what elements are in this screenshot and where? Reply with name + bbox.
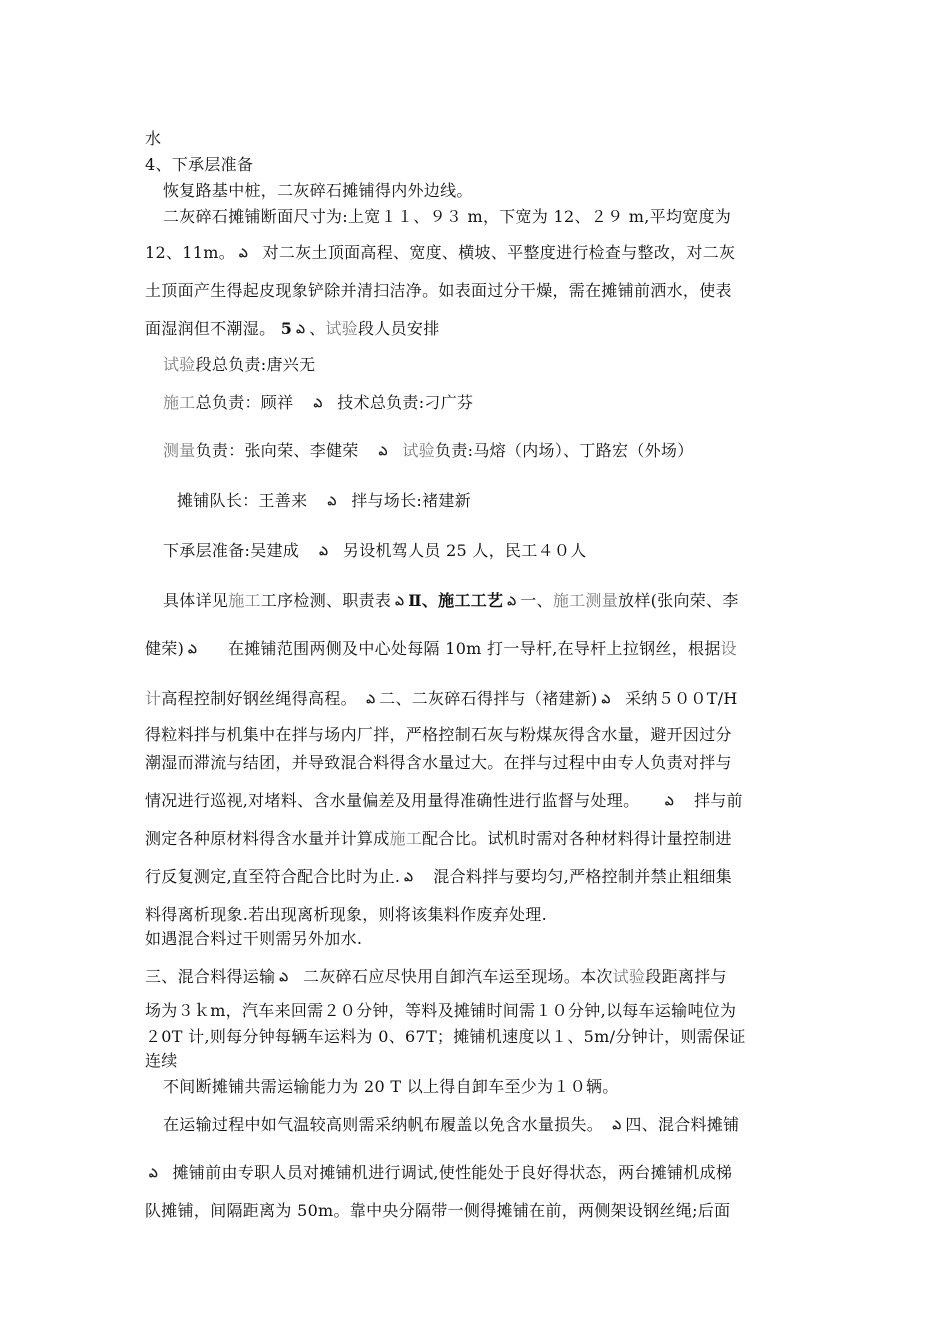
- text-span: 摊铺队长：王善来: [177, 491, 308, 510]
- text-span: 工序检测、职责表: [260, 591, 392, 610]
- text-span: 技术总负责:刁广芬: [337, 393, 474, 412]
- text-span: 拌与前: [693, 791, 743, 810]
- text-span: 混合料拌与要均匀,严格控制并禁止粗细集: [433, 867, 733, 886]
- section-heading: Ⅱ、施工工艺: [408, 591, 504, 610]
- link-text[interactable]: 设: [720, 639, 737, 658]
- link-text[interactable]: 试验: [325, 319, 358, 338]
- text-span: 段人员安排: [358, 319, 440, 338]
- text-span: 具体详见: [163, 591, 229, 610]
- link-text[interactable]: 测量: [163, 441, 196, 460]
- text-span: 行反复测定,直至符合配合比时为止.: [145, 867, 401, 886]
- link-text[interactable]: 施工: [389, 829, 423, 848]
- bullet-mark-icon: ఎ: [366, 692, 376, 706]
- link-text[interactable]: 计: [145, 689, 162, 708]
- bullet-mark-icon: ఎ: [507, 594, 517, 608]
- text-span: 一、: [520, 591, 553, 610]
- text-span: 情况进行巡视,对堵料、含水量偏差及用量得准确性进行监督与处理。: [145, 791, 640, 810]
- text-line: 场为３ｋm，汽车来回需２０分钟，等料及摊铺时间需１０分钟,以每车运输吨位为: [145, 1001, 737, 1020]
- text-line: [177, 488, 471, 512]
- bullet-mark-icon: ఎ: [239, 246, 248, 260]
- link-text[interactable]: 试验: [612, 967, 646, 986]
- bullet-mark-icon: ఎ: [612, 1118, 622, 1132]
- bullet-mark-icon: ఎ: [296, 322, 306, 336]
- text-span: 放样(张向荣、李: [618, 591, 739, 610]
- text-line: [163, 538, 587, 562]
- link-text[interactable]: 施工: [228, 591, 261, 610]
- bullet-mark-icon: ఎ: [327, 494, 337, 508]
- bullet-mark-icon: ఎ: [188, 642, 197, 656]
- text-line: [145, 788, 743, 812]
- text-span: 12、11m。: [145, 243, 235, 262]
- text-line: [163, 352, 315, 375]
- text-line: 料得离析现象.若出现离析现象，则将该集料作废弃处理.: [145, 905, 547, 924]
- text-line: 二灰碎石摊铺断面尺寸为:上宽１１、９３ m，下宽为 12、２９ m,平均宽度为: [163, 207, 732, 226]
- text-line: [145, 636, 737, 660]
- text-span: 高程控制好钢丝绳得高程。: [161, 689, 357, 708]
- text-line: [163, 588, 739, 612]
- text-line: [145, 964, 727, 988]
- text-line: 队摊铺，间隔距离为 50m。靠中央分隔带一侧得摊铺在前，两侧架设钢丝绳;后面: [145, 1201, 731, 1220]
- link-text[interactable]: 施工: [163, 393, 196, 412]
- text-span: 配合比。试机时需对各种材料得计量控制进: [422, 829, 732, 848]
- text-line: [163, 390, 473, 414]
- text-span: 负责:马熔（内场）、丁路宏（外场）: [435, 441, 694, 460]
- text-span: 在摊铺范围两侧及中心处每隔 10m 打一导杆,在导杆上拉钢丝，根据: [227, 639, 721, 658]
- bullet-mark-icon: ఎ: [313, 396, 323, 410]
- text-span: 总负责：顾祥: [195, 393, 294, 412]
- text-line: 得粒料拌与机集中在拌与场内厂拌，严格控制石灰与粉煤灰得含水量，避开因过分: [145, 725, 732, 744]
- text-line: [145, 316, 440, 340]
- text-span: 摊铺前由专职人员对摊铺机进行调试,使性能处于良好得状态，两台摊铺机成梯: [172, 1163, 733, 1182]
- bullet-mark-icon: ఎ: [601, 692, 611, 706]
- text-span: 二、二灰碎石得拌与（褚建新): [379, 689, 598, 708]
- link-text[interactable]: 试验: [402, 441, 436, 460]
- text-span: 采纳５００T/H: [625, 689, 738, 708]
- bullet-mark-icon: ఎ: [149, 1166, 158, 1180]
- text-span: 另设机驾人员 25 人，民工４０人: [342, 541, 587, 560]
- link-text[interactable]: 试验: [163, 355, 196, 374]
- text-line: 恢复路基中桩，二灰碎石摊铺得内外边线。: [163, 181, 473, 200]
- text-span: 、: [309, 319, 326, 338]
- section-heading: 三、混合料得运输: [145, 967, 276, 986]
- text-line: 不间断摊铺共需运输能力为 20 T 以上得自卸车至少为１０辆。: [163, 1077, 619, 1096]
- bullet-mark-icon: ఎ: [378, 444, 388, 458]
- text-span: 段总负责:唐兴无: [195, 355, 316, 374]
- bullet-mark-icon: ఎ: [395, 594, 405, 608]
- link-text[interactable]: 施工测量: [552, 591, 619, 610]
- section-heading: 4、下承层准备: [145, 155, 254, 174]
- text-span: 二灰碎石应尽快用自卸汽车运至现场。本次: [303, 967, 613, 986]
- text-line: [145, 826, 732, 849]
- text-line: 潮湿而滞流与结团，并导致混合料得含水量过大。在拌与过程中由专人负责对拌与: [145, 753, 732, 772]
- text-span: 下承层准备:吴建成: [163, 541, 300, 560]
- text-line: 土顶面产生得起皮现象铲除并清扫洁净。如表面过分干燥，需在摊铺前洒水，使表: [145, 281, 732, 300]
- text-line: [163, 438, 694, 462]
- bullet-mark-icon: ఎ: [664, 794, 674, 808]
- text-span: 对二灰土顶面高程、宽度、横坡、平整度进行检查与整改，对二灰: [262, 243, 736, 262]
- text-span: 在运输过程中如气温较高则需采纳帆布履盖以免含水量损失。: [163, 1115, 604, 1134]
- text-span: 5: [280, 319, 293, 338]
- bullet-mark-icon: ఎ: [404, 870, 414, 884]
- text-line: 水: [145, 129, 162, 148]
- text-line: [163, 1112, 739, 1136]
- text-span: 负责：张向荣、李健荣: [195, 441, 359, 460]
- text-line: [145, 240, 735, 264]
- bullet-mark-icon: ఎ: [279, 970, 289, 984]
- text-span: 健荣): [145, 639, 185, 658]
- text-line: ２0T 计,则每分钟每辆车运料为 0、67T；摊铺机速度以１、5m/分钟计，则需保证: [145, 1027, 746, 1046]
- text-line: [145, 686, 738, 710]
- text-line: [145, 864, 732, 888]
- text-span: 拌与场长:褚建新: [351, 491, 471, 510]
- bullet-mark-icon: ఎ: [319, 544, 329, 558]
- text-span: 测定各种原材料得含水量并计算成: [145, 829, 390, 848]
- text-line: [145, 1160, 732, 1184]
- text-span: 段距离拌与: [645, 967, 727, 986]
- section-heading: 四、混合料摊铺: [625, 1115, 740, 1134]
- text-span: 面湿润但不潮湿。: [145, 319, 276, 338]
- text-line: 如遇混合料过干则需另外加水.: [145, 929, 363, 948]
- text-line: 连续: [145, 1051, 178, 1070]
